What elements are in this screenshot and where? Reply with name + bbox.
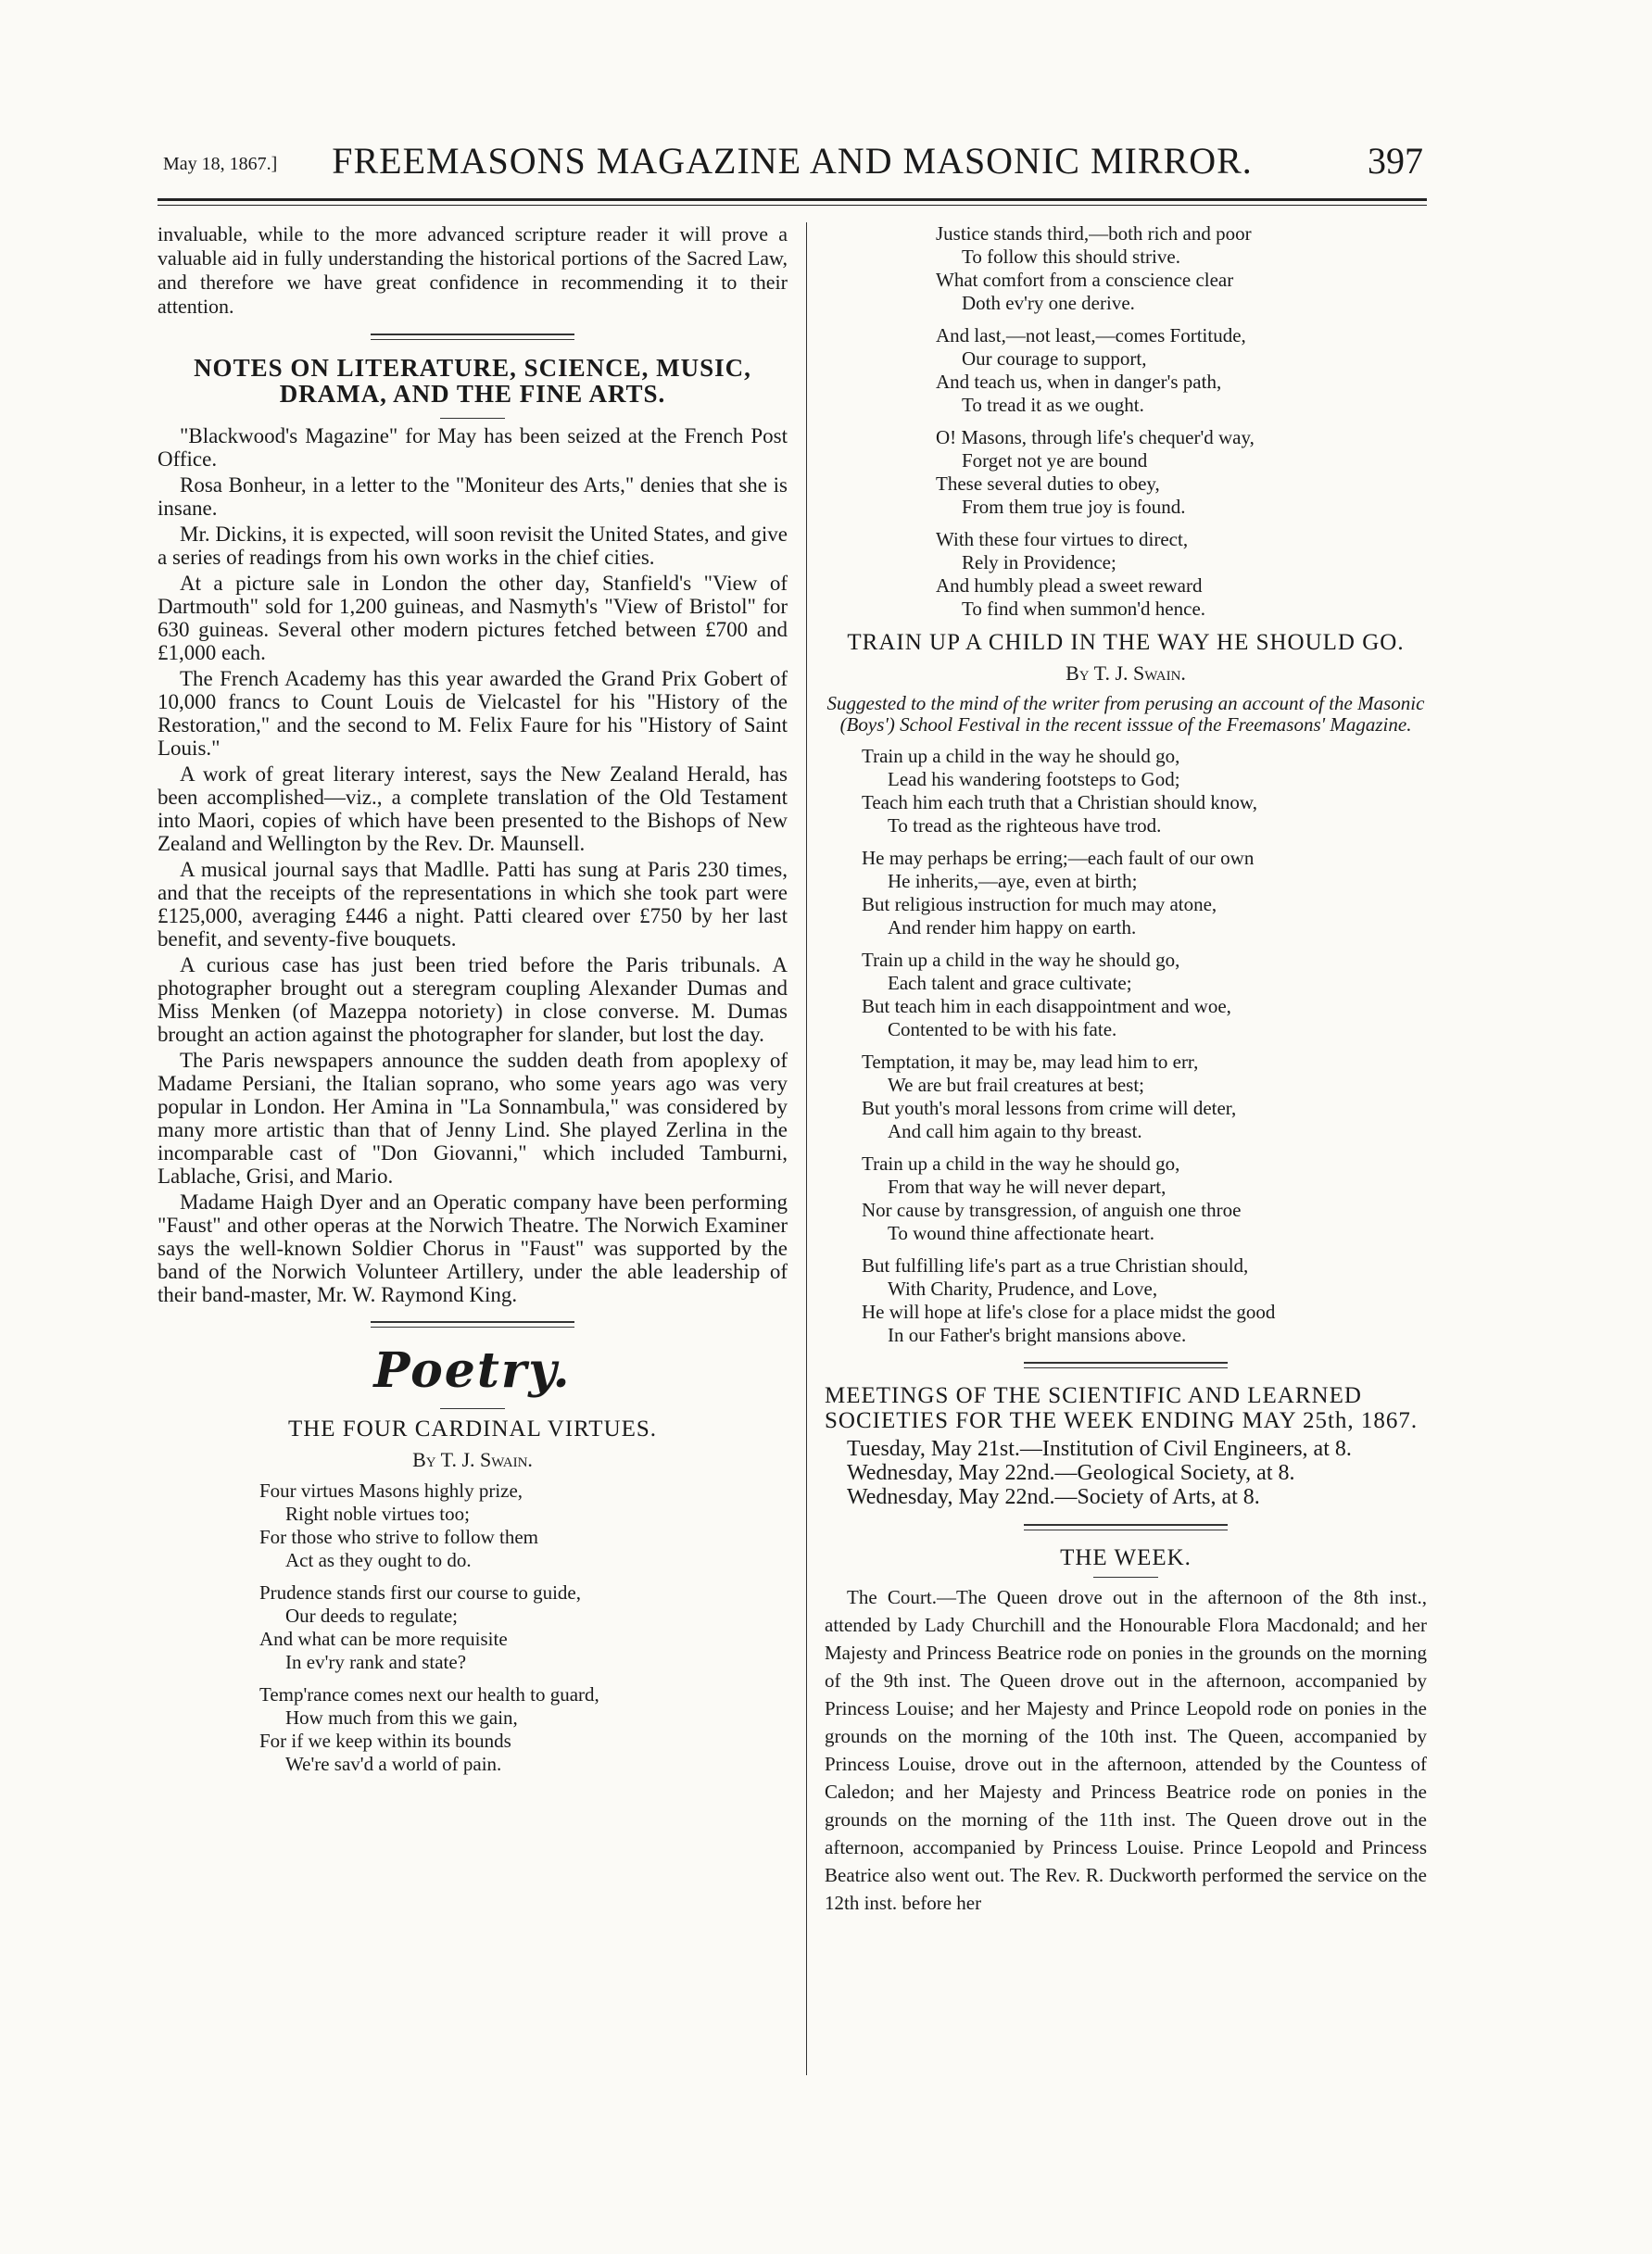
verse-line: Our courage to support, [962, 347, 1147, 370]
verse-line: Contented to be with his fate. [888, 1018, 1117, 1040]
poetry-heading: Poetry. [373, 1342, 572, 1399]
intro-paragraph: invaluable, while to the more advanced scripture reader it will prove a valuable aid in fully understanding the historical portions of the Sacred Law, and therefore we have great confidence in recommending it to their attention. [158, 222, 788, 318]
poem-title: THE FOUR CARDINAL VIRTUES. [287, 1417, 658, 1442]
verse-line: And last,—not least,—comes Fortitude, [936, 324, 1246, 346]
section-divider [371, 334, 574, 340]
notes-paragraph: A musical journal says that Madlle. Patti has sung at Paris 230 times, and that the receipts of the representations in which she took part were £125,000, averaging £446 a night. Patti cleared over £750 by her last benefit, and seventy-five bouquets. [158, 858, 788, 951]
verse-line: To wound thine affectionate heart. [888, 1222, 1154, 1244]
verse-line: He will hope at life's close for a place midst the good [862, 1301, 1276, 1323]
verse-line: From that way he will never depart, [888, 1176, 1166, 1198]
short-rule [440, 1408, 505, 1409]
verse-line: To tread it as we ought. [962, 394, 1144, 416]
notes-title: NOTES ON LITERATURE, SCIENCE, MUSIC, DRAMA, AND THE FINE ARTS. [194, 354, 751, 408]
verse-line: He inherits,—aye, even at birth; [888, 870, 1138, 892]
verse-line: Prudence stands first our course to guide, [259, 1581, 582, 1604]
verse-line: Temp'rance comes next our health to guard, [259, 1683, 599, 1706]
poem-continued [825, 222, 1427, 621]
stanza [259, 1683, 788, 1776]
notes-paragraph: "Blackwood's Magazine" for May has been seized at the French Post Office. [158, 424, 788, 471]
week-paragraph: The Court.—The Queen drove out in the afternoon of the 8th inst., attended by Lady Churchill and the Honourable Flora Macdonald; and her Majesty and Princess Beatrice rode on ponies in the grounds on the morning of the 9th inst. The Queen drove out in the afternoon, accompanied by Princess Louise; and her Majesty and Prince Leopold rode on ponies in the grounds on the morning of the 10th inst. The Queen, accompanied by Princess Louise, drove out in the afternoon, attended by the Countess of Caledon; and her Majesty and Princess Beatrice rode on ponies in the grounds on the morning of the 11th inst. The Queen drove out in the afternoon, accompanied by Princess Louise. Prince Leopold and Princess Beatrice also went out. The Rev. R. Duckworth performed the service on the 12th inst. before her [825, 1586, 1427, 1914]
verse-line: Train up a child in the way he should go, [862, 949, 1180, 971]
column-divider [806, 222, 807, 2075]
stanza [862, 745, 1427, 837]
verse-line: And render him happy on earth. [888, 916, 1137, 938]
verse-line: What comfort from a conscience clear [936, 269, 1234, 291]
verse-line: O! Masons, through life's chequer'd way, [936, 426, 1255, 448]
poem-byline: By T. J. Swain. [412, 1448, 533, 1471]
verse-line: Lead his wandering footsteps to God; [888, 768, 1180, 790]
section-divider [1024, 1524, 1228, 1530]
verse-line: Four virtues Masons highly prize, [259, 1480, 523, 1502]
left-column [158, 222, 788, 1785]
verse-line: Justice stands third,—both rich and poor [936, 222, 1252, 245]
verse-line: Rely in Providence; [962, 551, 1116, 573]
verse-line: But religious instruction for much may atone, [862, 893, 1217, 915]
verse-line: Our deeds to regulate; [285, 1605, 459, 1627]
poem-body [158, 1480, 788, 1776]
notes-paragraph: The Paris newspapers announce the sudden death from apoplexy of Madame Persiani, the Italian soprano, who some years ago was very popular in London. Her Amina in "La Sonnambula," was considered by many more artistic than that of Jenny Lind. She played Zerlina in the incomparable cast of "Don Giovanni," which included Tamburni, Lablache, Grisi, and Mario. [158, 1049, 788, 1188]
verse-line: To follow this should strive. [962, 246, 1180, 268]
verse-line: With Charity, Prudence, and Love, [888, 1278, 1158, 1300]
notes-paragraph: Mr. Dickins, it is expected, will soon revisit the United States, and give a series of readings from his own works in the chief cities. [158, 523, 788, 569]
notes-paragraph: At a picture sale in London the other day, Stanfield's "View of Dartmouth" sold for 1,200 guineas, and Nasmyth's "View of Bristol" for 630 guineas. Several other modern pictures fetched between £700 and £1,000 each. [158, 572, 788, 664]
meeting-line: Wednesday, May 22nd.—Geological Society, at 8. [847, 1461, 1295, 1485]
meeting-line: Wednesday, May 22nd.—Society of Arts, at 8. [847, 1485, 1260, 1509]
verse-line: He may perhaps be erring;—each fault of our own [862, 847, 1255, 869]
verse-line: In our Father's bright mansions above. [888, 1324, 1187, 1346]
verse-line: And call him again to thy breast. [888, 1120, 1142, 1142]
notes-paragraph: Madame Haigh Dyer and an Operatic company have been performing "Faust" and other operas at the Norwich Theatre. The Norwich Examiner says the well-known Soldier Chorus in "Faust" was supported by the band of the Norwich Volunteer Artillery, under the able leadership of their band-master, Mr. W. Raymond King. [158, 1190, 788, 1306]
poem-title: TRAIN UP A CHILD IN THE WAY HE SHOULD GO. [847, 630, 1405, 655]
header-title: FREEMASONS MAGAZINE AND MASONIC MIRROR. [332, 140, 1253, 182]
stanza [936, 324, 1427, 417]
stanza [862, 1152, 1427, 1245]
verse-line: But youth's moral lessons from crime will deter, [862, 1097, 1237, 1119]
verse-line: Each talent and grace cultivate; [888, 972, 1132, 994]
verse-line: For if we keep within its bounds [259, 1730, 511, 1752]
verse-line: Train up a child in the way he should go, [862, 745, 1180, 767]
verse-line: To find when summon'd hence. [962, 598, 1206, 620]
verse-line: In ev'ry rank and state? [285, 1651, 467, 1673]
verse-line: Temptation, it may be, may lead him to err, [862, 1051, 1199, 1073]
notes-paragraph: A work of great literary interest, says the New Zealand Herald, has been accomplished—viz., a complete translation of the Old Testament into Maori, copies of which have been presented to the Bishops of New Zealand and Wellington by the Rev. Dr. Maunsell. [158, 762, 788, 855]
verse-line: Act as they ought to do. [285, 1549, 472, 1571]
stanza [862, 1254, 1427, 1347]
meetings-list [825, 1437, 1427, 1509]
page-number: 397 [1368, 140, 1423, 182]
verse-line: We're sav'd a world of pain. [285, 1753, 502, 1775]
verse-line: We are but frail creatures at best; [888, 1074, 1144, 1096]
stanza [862, 1051, 1427, 1143]
notes-paragraph: A curious case has just been tried before the Paris tribunals. A photographer brought out a steregram coupling Alexander Dumas and Miss Menken (of Mazeppa notoriety) in close converse. M. Dumas brought an action against the photographer for slander, but lost the day. [158, 953, 788, 1046]
notes-paragraph: The French Academy has this year awarded the Grand Prix Gobert of 10,000 francs to Count Louis de Vielcastel for his "History of the Restoration," and the second to M. Felix Faure for his "History of Saint Louis." [158, 667, 788, 760]
section-divider [1024, 1362, 1228, 1368]
header-rule [158, 198, 1427, 201]
section-divider [371, 1321, 574, 1328]
poem-byline: By T. J. Swain. [1066, 661, 1186, 685]
verse-line: Teach him each truth that a Christian should know, [862, 791, 1257, 813]
short-rule [440, 418, 505, 419]
verse-line: These several duties to obey, [936, 472, 1160, 495]
verse-line: Doth ev'ry one derive. [962, 292, 1135, 314]
verse-line: But fulfilling life's part as a true Christian should, [862, 1254, 1249, 1277]
header-date: May 18, 1867.] [163, 154, 278, 174]
verse-line: Right noble virtues too; [285, 1503, 470, 1525]
poem-body [825, 745, 1427, 1347]
meetings-title: MEETINGS OF THE SCIENTIFIC AND LEARNED SOCIETIES FOR THE WEEK ENDING MAY 25th, 1867. [825, 1383, 1419, 1433]
stanza [259, 1581, 788, 1674]
verse-line: How much from this we gain, [285, 1706, 518, 1729]
page-header [158, 139, 1427, 195]
short-rule [1093, 1577, 1158, 1578]
stanza [936, 528, 1427, 621]
verse-line: And humbly plead a sweet reward [936, 574, 1203, 597]
notes-body [158, 424, 788, 1306]
stanza [259, 1480, 788, 1572]
verse-line: With these four virtues to direct, [936, 528, 1189, 550]
right-column [825, 222, 1427, 1917]
stanza [862, 949, 1427, 1041]
stanza [862, 847, 1427, 939]
stanza [936, 426, 1427, 519]
verse-line: Forget not ye are bound [962, 449, 1148, 472]
week-title: THE WEEK. [1060, 1545, 1192, 1570]
verse-line: Nor cause by transgression, of anguish one throe [862, 1199, 1242, 1221]
verse-line: For those who strive to follow them [259, 1526, 538, 1548]
notes-paragraph: Rosa Bonheur, in a letter to the "Moniteur des Arts," denies that she is insane. [158, 473, 788, 520]
verse-line: From them true joy is found. [962, 496, 1186, 518]
verse-line: But teach him in each disappointment and woe, [862, 995, 1231, 1017]
meeting-line: Tuesday, May 21st.—Institution of Civil Engineers, at 8. [847, 1437, 1352, 1461]
verse-line: To tread as the righteous have trod. [888, 814, 1162, 837]
verse-line: And what can be more requisite [259, 1628, 508, 1650]
poem-note: Suggested to the mind of the writer from perusing an account of the Masonic (Boys') School Festival in the recent isssue of the Freemasons' Magazine. [826, 692, 1425, 736]
verse-line: And teach us, when in danger's path, [936, 371, 1222, 393]
header-rule-thin [158, 205, 1427, 206]
stanza [936, 222, 1427, 315]
verse-line: Train up a child in the way he should go, [862, 1152, 1180, 1175]
